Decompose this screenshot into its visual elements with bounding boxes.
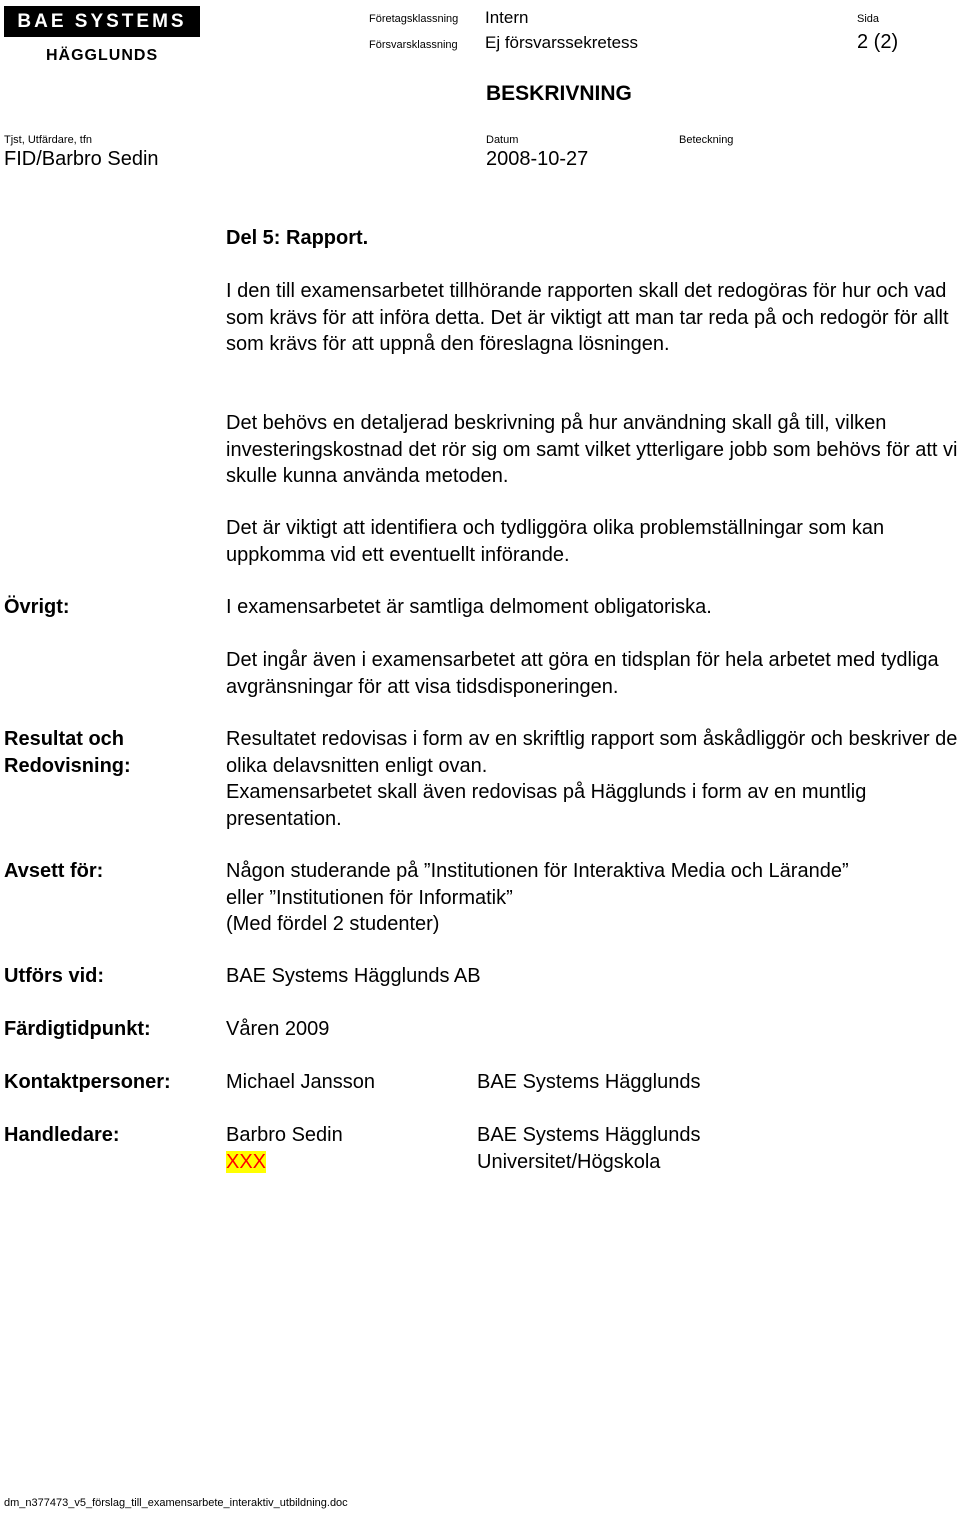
resultat-label-line1: Resultat och (4, 728, 125, 750)
kontakt-label: Kontaktpersoner: (4, 1071, 171, 1093)
fardig-label: Färdigtidpunkt: (4, 1018, 151, 1040)
highlight-placeholder: XXX (226, 1150, 267, 1173)
page-number: 2 (2) (857, 31, 899, 53)
bae-systems-logo: BAE SYSTEMS (4, 6, 200, 37)
ref-label: Beteckning (679, 134, 734, 146)
resultat-paragraph-1: Resultatet redovisas i form av en skriftlig rapport som åskådliggör och beskriver de olika delavsnitten enligt ovan. (226, 728, 958, 777)
avsett-line-2: eller ”Institutionen för Informatik” (226, 886, 513, 909)
defense-class-value: Ej försvarssekretess (485, 33, 639, 52)
handledare-org-1: BAE Systems Hägglunds (477, 1124, 701, 1146)
del5-paragraph-3: Det är viktigt att identifiera och tydliggöra olika problemställningar som kan uppkomma vid ett eventuellt införande. (226, 517, 885, 566)
avsett-line-1: Någon studerande på ”Institutionen för Interaktiva Media och Lärande” (226, 860, 849, 882)
company-class-value: Intern (485, 8, 529, 27)
fardig-value: Våren 2009 (226, 1018, 330, 1040)
resultat-paragraph-2: Examensarbetet skall även redovisas på Hägglunds i form av en muntlig presentation. (226, 781, 867, 830)
defense-class-label: Försvarsklassning (369, 39, 458, 51)
handledare-label: Handledare: (4, 1124, 120, 1146)
utfors-value: BAE Systems Hägglunds AB (226, 965, 481, 987)
ovrigt-label: Övrigt: (4, 596, 70, 618)
section-heading-del5: Del 5: Rapport. (226, 227, 369, 249)
kontakt-org: BAE Systems Hägglunds (477, 1071, 701, 1093)
del5-paragraph-1: I den till examensarbetet tillhörande rapporten skall det redogöras för hur och vad som krävs för att införa detta. Det är viktigt att man tar reda på och redogör för allt som krävs för att uppnå den föreslagna lösningen. (226, 280, 949, 355)
page-label: Sida (857, 13, 880, 25)
author-value: FID/Barbro Sedin (4, 148, 159, 170)
date-label: Datum (486, 134, 519, 146)
handledare-name-1: Barbro Sedin (226, 1124, 343, 1146)
resultat-label-line2: Redovisning: (4, 754, 131, 777)
company-class-label: Företagsklassning (369, 13, 459, 25)
del5-paragraph-2: Det behövs en detaljerad beskrivning på hur användning skall gå till, vilken investeringskostnad det rör sig om samt vilket ytterligare jobb som behövs för att vi skulle kunna använda metoden. (226, 412, 958, 487)
hagglunds-logo: HÄGGLUNDS (46, 47, 159, 64)
footer-filename: dm_n377473_v5_förslag_till_examensarbete_interaktiv_utbildning.doc (4, 1497, 348, 1509)
doc-title: BESKRIVNING (486, 82, 632, 105)
author-label: Tjst, Utfärdare, tfn (4, 134, 93, 146)
avsett-label: Avsett för: (4, 860, 104, 882)
ovrigt-paragraph-2: Det ingår även i examensarbetet att göra en tidsplan för hela arbetet med tydliga avgränsningar för att visa tidsdisponeringen. (226, 649, 939, 698)
date-value: 2008-10-27 (486, 148, 589, 170)
utfors-label: Utförs vid: (4, 965, 104, 987)
kontakt-name: Michael Jansson (226, 1071, 375, 1093)
handledare-org-2: Universitet/Högskola (477, 1150, 661, 1173)
ovrigt-paragraph-1: I examensarbetet är samtliga delmoment obligatoriska. (226, 596, 712, 618)
handledare-name-2 (226, 1149, 266, 1176)
avsett-line-3: (Med fördel 2 studenter) (226, 913, 440, 935)
